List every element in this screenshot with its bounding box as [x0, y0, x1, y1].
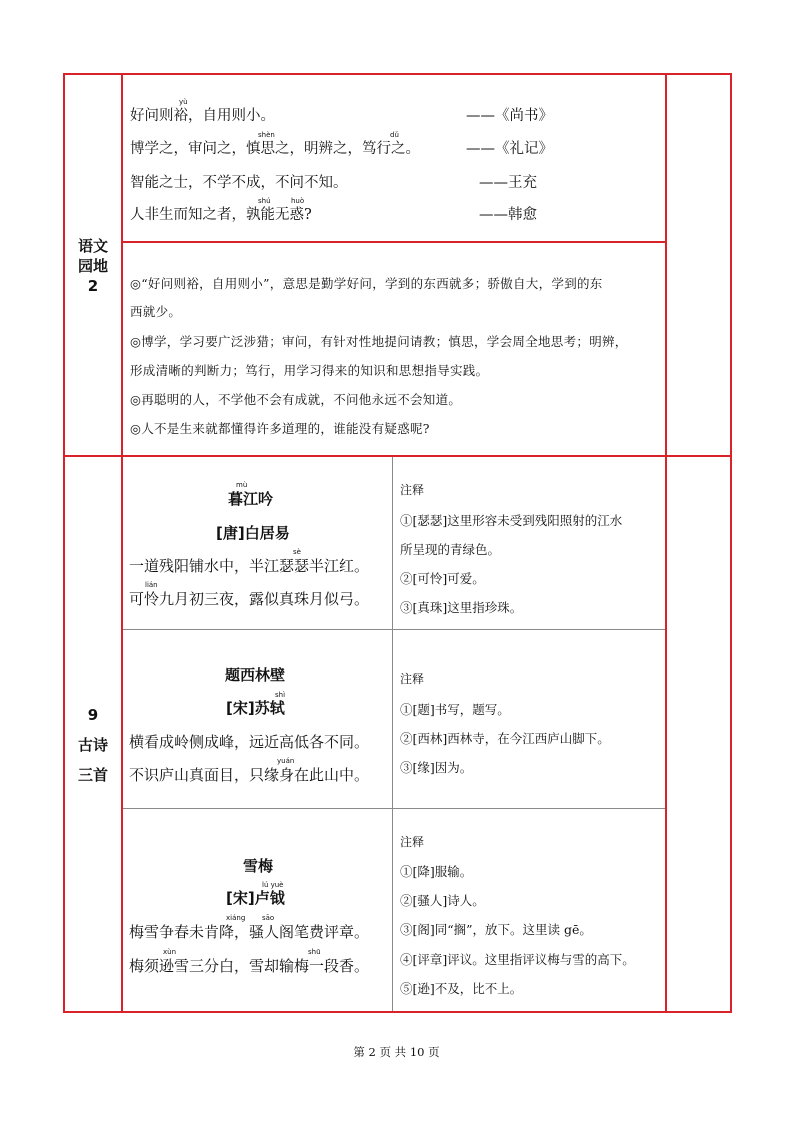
note-item: ②[可怜]可爱。 [400, 571, 485, 586]
explanation-line: ◎博学，学习要广泛涉猎；审问，有针对性地提问请教；慎思，学会周全地思考；明辨， [130, 334, 628, 349]
pinyin-annotation: shì [275, 691, 286, 699]
note-item: ①[题]书写，题写。 [400, 702, 510, 717]
quote-source: ——《礼记》 [466, 141, 553, 157]
note-item: ③[缘]因为。 [400, 760, 473, 775]
section-label-line: 语文 [77, 237, 108, 255]
note-item: 所呈现的青绿色。 [400, 542, 501, 557]
quote-text: 智能之士，不学不成，不问不知。 [130, 175, 348, 191]
note-item: ④[评章]评议。这里指评议梅与雪的高下。 [400, 952, 635, 967]
explanation-line: 西就少。 [130, 304, 182, 319]
poem-line: 一道残阳铺水中，半江瑟瑟半江红。 [129, 557, 370, 575]
quote-text: 好问则裕，自用则小。 [130, 108, 275, 124]
pinyin-annotation: shū [308, 948, 321, 956]
pinyin-annotation: dǔ [390, 131, 399, 139]
poem-line: 不识庐山真面目，只缘身在此山中。 [129, 766, 370, 784]
notes-heading: 注释 [400, 483, 425, 497]
pinyin-annotation: shèn [258, 131, 275, 139]
note-item: ③[真珠]这里指珍珠。 [400, 600, 523, 615]
note-item: ②[骚人]诗人。 [400, 893, 485, 908]
quote-text: 博学之，审问之，慎思之，明辨之，笃行之。 [130, 141, 420, 157]
table-divider [121, 241, 667, 243]
table-divider [123, 629, 665, 630]
pinyin-annotation: mù [236, 481, 248, 489]
pinyin-annotation: sè [293, 548, 301, 556]
quote-text: 人非生而知之者，孰能无惑? [130, 207, 312, 223]
section-label-yuwen [65, 236, 121, 296]
table-divider [123, 808, 665, 809]
poem-line: 横看成岭侧成峰，远近高低各不同。 [129, 733, 370, 751]
pinyin-annotation: shú [258, 197, 271, 205]
notes-heading: 注释 [400, 835, 425, 849]
pinyin-annotation: xùn [163, 948, 177, 956]
poem-title: 题西林壁 [225, 666, 286, 684]
poem-line: 梅须逊雪三分白，雪却输梅一段香。 [129, 957, 370, 975]
table-divider [392, 457, 393, 1011]
note-item: ①[降]服输。 [400, 864, 473, 879]
poem-author: [唐]白居易 [216, 524, 290, 542]
section-label-line: 古诗 [77, 736, 108, 754]
note-item: ③[阁]同“搁”，放下。这里读 gē。 [400, 922, 592, 937]
notes-heading: 注释 [400, 672, 425, 686]
table-divider [121, 73, 123, 1013]
table-divider [63, 455, 732, 457]
pinyin-annotation: yuán [277, 757, 295, 765]
poem-title: 雪梅 [243, 857, 274, 875]
pinyin-annotation: huò [291, 197, 305, 205]
table-divider [665, 73, 667, 1013]
pinyin-annotation: sāo [262, 914, 275, 922]
explanation-line: ◎人不是生来就都懂得许多道理的，谁能没有疑惑呢? [130, 421, 430, 436]
note-item: ①[瑟瑟]这里形容未受到残阳照射的江水 [400, 513, 623, 528]
quote-source: ——《尚书》 [466, 108, 553, 124]
poem-author: [宋]卢钺 [226, 889, 285, 907]
note-item: ⑤[逊]不及，比不上。 [400, 981, 523, 996]
poem-line: 梅雪争春未肯降，骚人阁笔费评章。 [129, 923, 370, 941]
explanation-line: ◎“好问则裕，自用则小”，意思是勤学好问，学到的东西就多；骄傲自大，学到的东 [130, 276, 603, 291]
poem-line: 可怜九月初三夜，露似真珠月似弓。 [129, 590, 370, 608]
poem-title: 暮江吟 [228, 490, 274, 508]
poem-author: [宋]苏轼 [226, 699, 285, 717]
pinyin-annotation: yù [179, 98, 188, 106]
quote-source: ——韩愈 [479, 207, 537, 223]
page-footer: 第 2 页 共 10 页 [353, 1045, 440, 1059]
pinyin-annotation: xiáng [226, 914, 246, 922]
pinyin-annotation: lián [145, 581, 158, 589]
explanation-line: ◎再聪明的人，不学他不会有成就，不问他永远不会知道。 [130, 392, 462, 407]
quote-source: ——王充 [479, 175, 537, 191]
section-label-line: 园地 [77, 257, 108, 275]
section-label-line: 三首 [77, 766, 108, 784]
section-label-line: 9 [87, 706, 99, 724]
explanation-line: 形成清晰的判断力；笃行，用学习得来的知识和思想指导实践。 [130, 363, 489, 378]
note-item: ②[西林]西林寺，在今江西庐山脚下。 [400, 731, 610, 746]
section-label-gushi [65, 700, 121, 790]
pinyin-annotation: lú yuè [262, 881, 284, 889]
section-label-line: 2 [87, 277, 99, 295]
